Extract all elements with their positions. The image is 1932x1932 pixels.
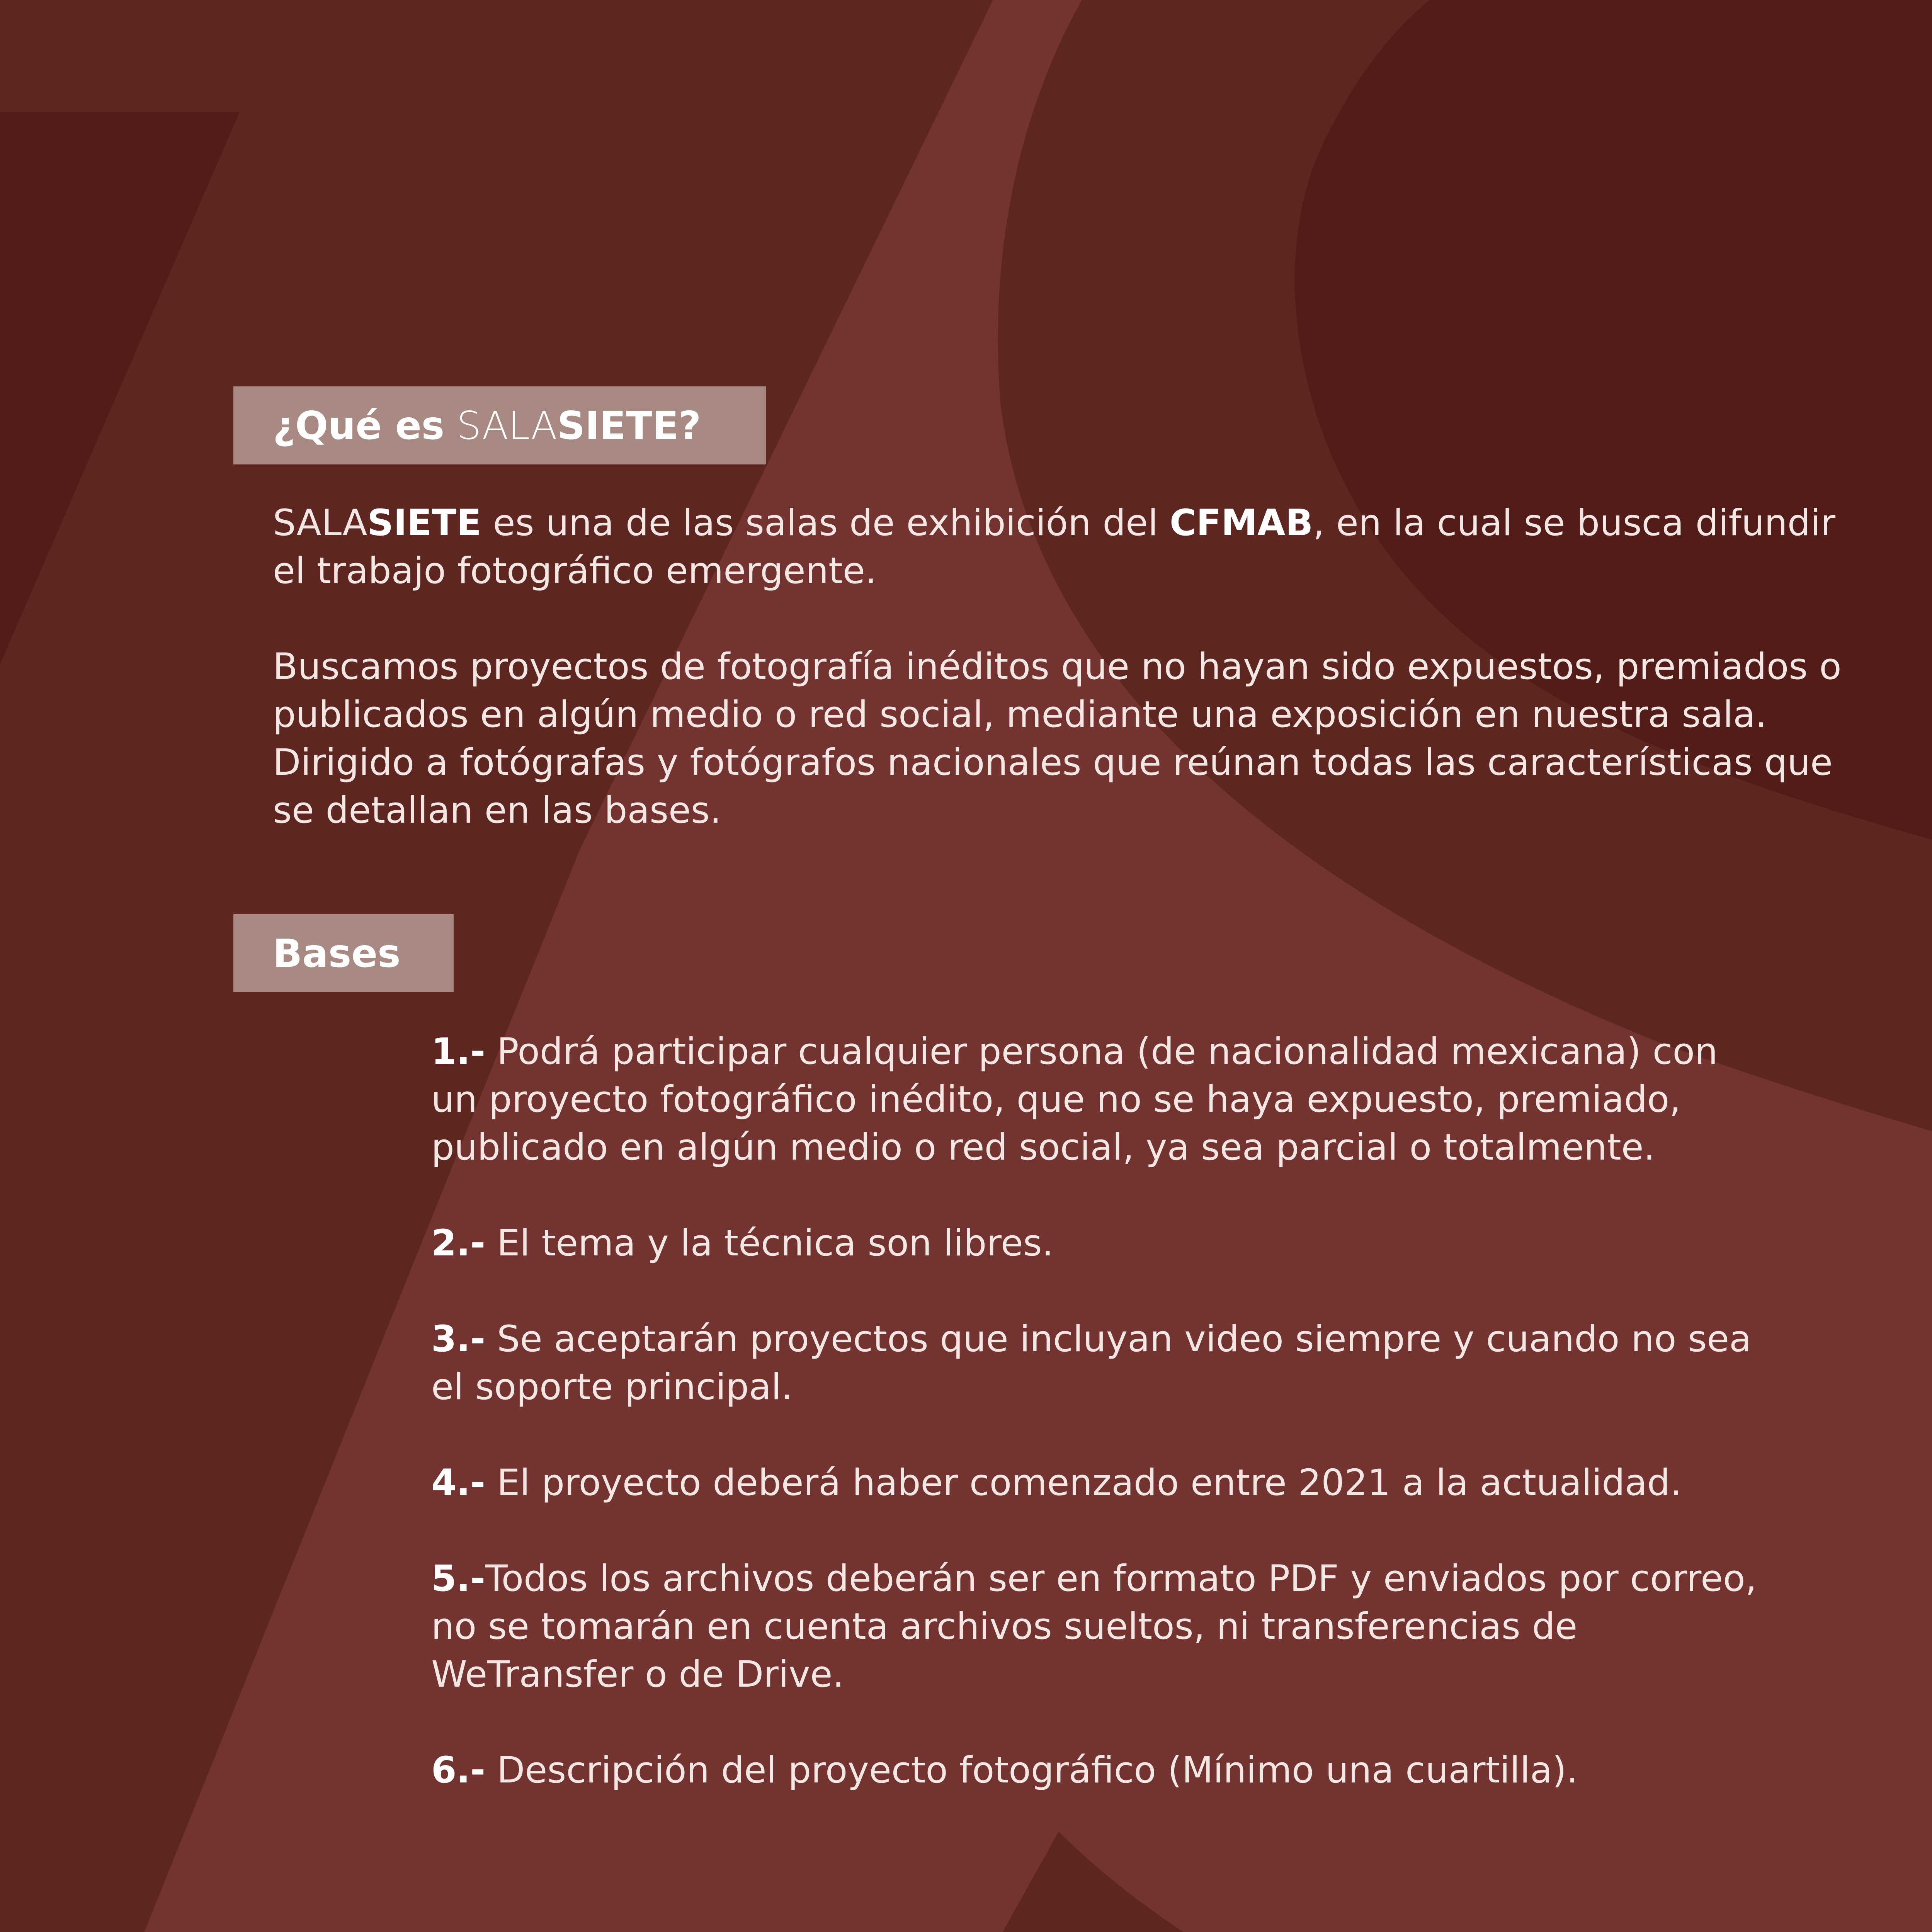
brand-light: SALA	[273, 502, 367, 544]
bases-item-5	[431, 1555, 1760, 1699]
bases-item-number: 4.-	[431, 1462, 486, 1504]
bases-item-4	[431, 1459, 1760, 1507]
about-p1-middle: es una de las salas de exhibición del	[481, 502, 1170, 544]
bases-item-text: El tema y la técnica son libres.	[485, 1222, 1054, 1264]
bases-item-number: 3.-	[431, 1318, 486, 1360]
bases-item-number: 5.-	[431, 1558, 486, 1600]
bases-item-number: 1.-	[431, 1031, 486, 1073]
bases-item-3	[431, 1315, 1760, 1411]
bases-item-2	[431, 1219, 1760, 1267]
bases-heading	[233, 914, 454, 992]
about-p1-end: , en la cual se busca difundir el trabajo fotográfico emergente.	[273, 502, 1836, 592]
org-name: CFMAB	[1170, 502, 1313, 544]
about-heading-light: SALA	[457, 403, 558, 448]
about-text	[273, 499, 1857, 835]
about-paragraph-1	[273, 499, 1857, 595]
about-heading	[233, 386, 766, 464]
bases-item-6	[431, 1747, 1760, 1794]
bases-item-text: Podrá participar cualquier persona (de nacionalidad mexicana) con un proyecto fotográfico inédito, que no se haya expuesto, premiado, publicado en algún medio o red social, ya sea parcial o totalmente.	[431, 1031, 1718, 1168]
bases-item-number: 2.-	[431, 1222, 486, 1264]
bases-item-1	[431, 1028, 1760, 1172]
about-heading-bold: SIETE?	[557, 403, 701, 448]
about-paragraph-2: Buscamos proyectos de fotografía inéditos que no hayan sido expuestos, premiados o publicados en algún medio o red social, mediante una exposición en nuestra sala. Dirigido a fotógrafas y fotógrafos nacionales que reúnan todas las características que se detallan en las bases.	[273, 646, 1842, 832]
bases-list	[431, 1028, 1760, 1842]
bases-item-text: El proyecto deberá haber comenzado entre 2021 a la actualidad.	[485, 1462, 1682, 1504]
brand-bold: SIETE	[367, 502, 481, 544]
bases-item-text: Descripción del proyecto fotográfico (Mínimo una cuartilla).	[485, 1749, 1578, 1791]
bases-item-text: Todos los archivos deberán ser en formato PDF y enviados por correo, no se tomarán en cuenta archivos sueltos, ni transferencias de WeTransfer o de Drive.	[431, 1558, 1757, 1696]
bases-heading-label: Bases	[273, 930, 401, 976]
about-heading-prefix: ¿Qué es	[273, 403, 445, 448]
bases-item-number: 6.-	[431, 1749, 486, 1791]
bases-item-text: Se aceptarán proyectos que incluyan video siempre y cuando no sea el soporte principal.	[431, 1318, 1752, 1408]
